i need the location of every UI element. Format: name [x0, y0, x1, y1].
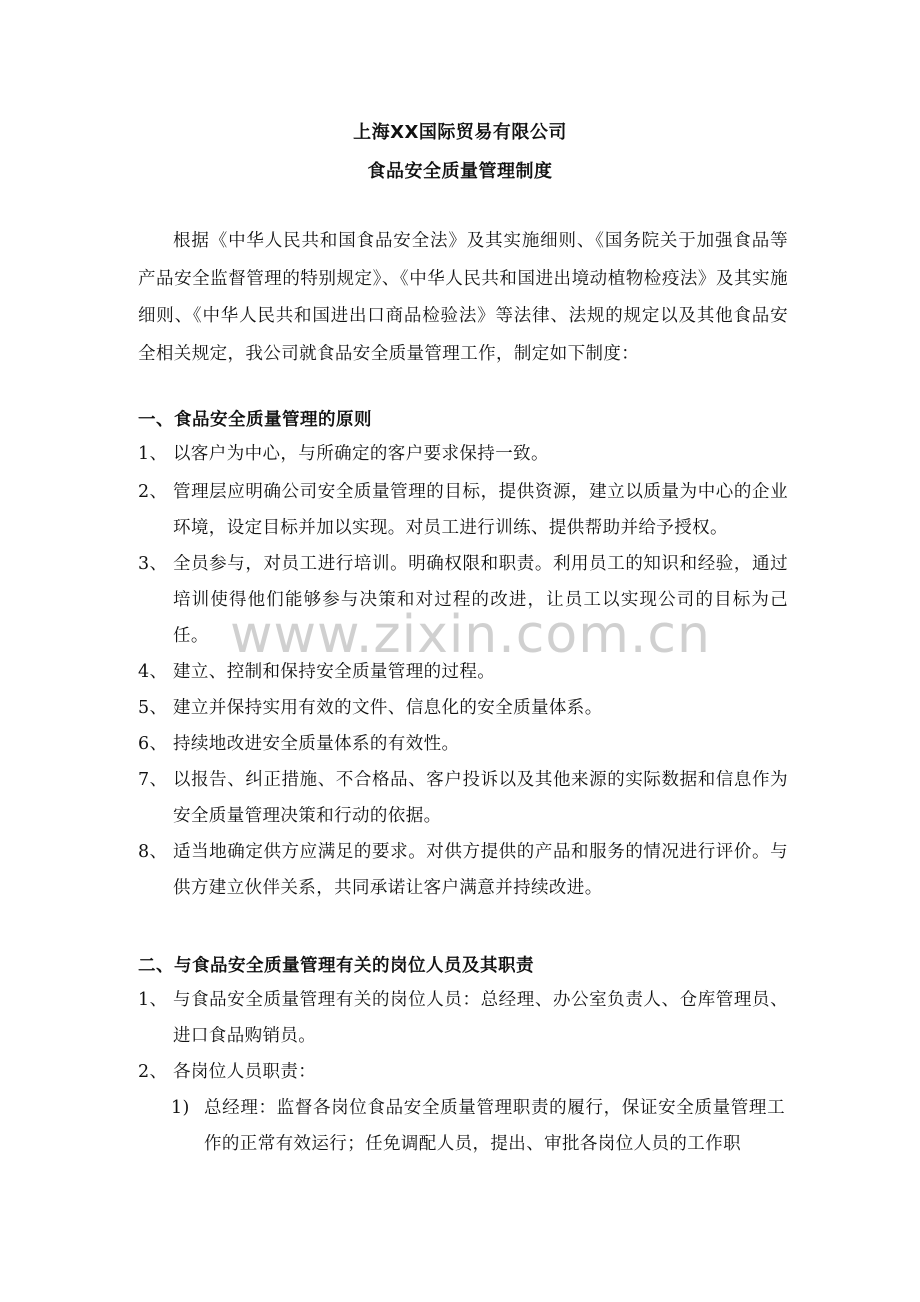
list-item [138, 834, 788, 906]
list-item-number: 5、 [138, 698, 168, 718]
list-item-number: 8、 [138, 842, 168, 862]
sub-list-item [171, 1090, 785, 1162]
list-item [138, 654, 788, 690]
list-item-text: 以报告、纠正措施、不合格品、客户投诉以及其他来源的实际数据和信息作为安全质量管理决策和行动的依据。 [173, 770, 788, 826]
list-item [138, 690, 788, 726]
list-item [138, 982, 788, 1054]
document-title: 食品安全质量管理制度 [367, 161, 553, 182]
list-item [138, 546, 788, 654]
list-item-number: 1、 [138, 444, 168, 464]
list-item-text: 以客户为中心，与所确定的客户要求保持一致。 [173, 444, 549, 464]
section-1-heading: 一、食品安全质量管理的原则 [138, 410, 372, 430]
list-item [138, 726, 788, 762]
list-item-number: 1、 [138, 990, 168, 1010]
list-item-number: 6、 [138, 734, 168, 754]
list-item [138, 1054, 788, 1090]
list-item-number: 2、 [138, 482, 168, 502]
list-item-text: 各岗位人员职责： [173, 1062, 317, 1082]
list-item [138, 436, 788, 472]
company-title: 上海XX国际贸易有限公司 [353, 122, 567, 143]
sub-list-item-number: 1) [171, 1098, 190, 1118]
list-item [138, 762, 788, 834]
list-item-number: 4、 [138, 662, 168, 682]
list-item-text: 持续地改进安全质量体系的有效性。 [173, 734, 460, 754]
intro-paragraph: 根据《中华人民共和国食品安全法》及其实施细则、《国务院关于加强食品等产品安全监督管理的特别规定》、《中华人民共和国进出境动植物检疫法》及其实施细则、《中华人民共和国进出口商品检验法》等法律、法规的规定以及其他食品安全相关规定，我公司就食品安全质量管理工作，制定如下制度： [138, 231, 788, 364]
list-item-text: 与食品安全质量管理有关的岗位人员：总经理、办公室负责人、仓库管理员、进口食品购销员。 [173, 990, 788, 1046]
list-item-text: 全员参与，对员工进行培训。明确权限和职责。利用员工的知识和经验，通过培训使得他们能够参与决策和对过程的改进，让员工以实现公司的目标为己任。 [173, 554, 788, 646]
list-item-number: 2、 [138, 1062, 168, 1082]
list-item-text: 建立并保持实用有效的文件、信息化的安全质量体系。 [173, 698, 603, 718]
list-item-number: 3、 [138, 554, 168, 574]
list-item-number: 7、 [138, 770, 168, 790]
sub-list-item-text: 总经理：监督各岗位食品安全质量管理职责的履行，保证安全质量管理工作的正常有效运行；任免调配人员，提出、审批各岗位人员的工作职 [204, 1098, 785, 1154]
list-item [138, 474, 788, 546]
list-item-text: 适当地确定供方应满足的要求。对供方提供的产品和服务的情况进行评价。与供方建立伙伴关系，共同承诺让客户满意并持续改进。 [173, 842, 788, 898]
list-item-text: 建立、控制和保持安全质量管理的过程。 [173, 662, 496, 682]
list-item-text: 管理层应明确公司安全质量管理的目标，提供资源，建立以质量为中心的企业环境，设定目标并加以实现。对员工进行训练、提供帮助并给予授权。 [173, 482, 788, 538]
section-2-heading: 二、与食品安全质量管理有关的岗位人员及其职责 [138, 956, 534, 976]
watermark: www.zixin.com.cn [230, 605, 711, 665]
